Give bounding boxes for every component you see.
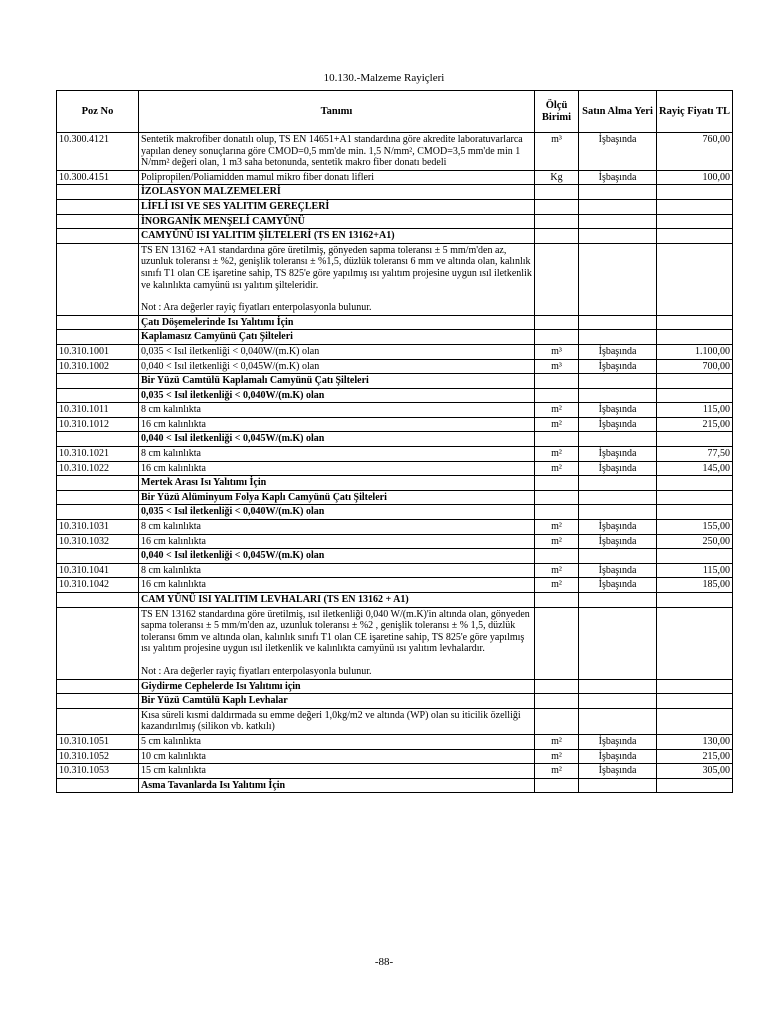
cell-poz: 10.310.1032	[57, 534, 139, 549]
table-row	[57, 749, 733, 764]
description-text: İNORGANİK MENŞELİ CAMYÜNÜ	[141, 215, 305, 227]
cell-place	[579, 388, 657, 403]
description-text: 16 cm kalınlıkta	[141, 462, 206, 474]
cell-price: 115,00	[657, 563, 733, 578]
description-text: Kısa süreli kısmi daldırmada su emme değeri 1,0kg/m2 ve altında (WP) olan su iticilik özelliği kazandırılmış (silikon vb. katkılı)	[141, 709, 521, 733]
cell-price	[657, 778, 733, 793]
cell-unit: m³	[535, 359, 579, 374]
cell-place	[579, 778, 657, 793]
cell-desc	[139, 330, 535, 345]
cell-price	[657, 374, 733, 389]
description-text: 8 cm kalınlıkta	[141, 448, 201, 460]
cell-price: 215,00	[657, 417, 733, 432]
section-heading-row	[57, 199, 733, 214]
cell-desc	[139, 199, 535, 214]
cell-desc	[139, 432, 535, 447]
cell-poz	[57, 679, 139, 694]
cell-unit	[535, 679, 579, 694]
table-body	[57, 133, 733, 793]
cell-desc	[139, 461, 535, 476]
cell-poz: 10.310.1041	[57, 563, 139, 578]
cell-desc	[139, 749, 535, 764]
description-text: İZOLASYON MALZEMELERİ	[141, 186, 281, 198]
cell-unit	[535, 607, 579, 679]
cell-place	[579, 708, 657, 734]
cell-unit: m²	[535, 578, 579, 593]
description-text: TS EN 13162 +A1 standardına göre üretilmiş, gönyeden sapma toleransı ± 5 mm/m'den az, uzunluk toleransı ± %2, genişlik toleransı ± %1,5, düzlük toleransı 6 mm ve altında olan, kalınlık sınıfı T1 olan CE işaretine sahip, TS 825'e göre yapılmış ısı yalıtım projesine uygun ısıl iletkenlik ve kalınlıkta camyünü ısı yalıtım şilteleridir.	[141, 244, 532, 291]
cell-desc	[139, 578, 535, 593]
cell-price	[657, 476, 733, 491]
cell-place	[579, 549, 657, 564]
cell-poz	[57, 708, 139, 734]
cell-price	[657, 185, 733, 200]
section-heading-row	[57, 476, 733, 491]
cell-place	[579, 374, 657, 389]
cell-desc	[139, 403, 535, 418]
cell-price	[657, 607, 733, 679]
cell-price: 760,00	[657, 133, 733, 171]
description-text: 0,040 < Isıl iletkenliği < 0,045W/(m.K) olan	[141, 550, 325, 562]
header-place: Satın Alma Yeri	[579, 91, 657, 133]
cell-unit: m²	[535, 734, 579, 749]
table-row	[57, 520, 733, 535]
cell-price	[657, 679, 733, 694]
cell-poz	[57, 607, 139, 679]
header-poz: Poz No	[57, 91, 139, 133]
note-row	[57, 607, 733, 679]
cell-unit	[535, 374, 579, 389]
table-row	[57, 133, 733, 171]
cell-unit	[535, 549, 579, 564]
cell-place: İşbaşında	[579, 359, 657, 374]
note-row	[57, 708, 733, 734]
cell-price: 305,00	[657, 764, 733, 779]
cell-place: İşbaşında	[579, 344, 657, 359]
cell-unit	[535, 330, 579, 345]
cell-price: 185,00	[657, 578, 733, 593]
cell-price: 115,00	[657, 403, 733, 418]
cell-desc	[139, 563, 535, 578]
cell-price: 1.100,00	[657, 344, 733, 359]
description-text: 10 cm kalınlıkta	[141, 750, 206, 762]
cell-unit	[535, 490, 579, 505]
note-text: Not : Ara değerler rayiç fiyatları enterpolasyonla bulunur.	[141, 302, 372, 314]
cell-place: İşbaşında	[579, 764, 657, 779]
description-text: CAM YÜNÜ ISI YALITIM LEVHALARI (TS EN 13162 + A1)	[141, 594, 409, 605]
cell-poz	[57, 199, 139, 214]
cell-place: İşbaşında	[579, 461, 657, 476]
header-unit: Ölçü Birimi	[535, 91, 579, 133]
cell-unit	[535, 185, 579, 200]
cell-price: 155,00	[657, 520, 733, 535]
section-heading-row	[57, 505, 733, 520]
page-title: 10.130.-Malzeme Rayiçleri	[323, 72, 445, 84]
cell-poz	[57, 778, 139, 793]
cell-price	[657, 199, 733, 214]
cell-unit	[535, 388, 579, 403]
cell-poz	[57, 315, 139, 330]
cell-price	[657, 490, 733, 505]
cell-poz	[57, 243, 139, 315]
table-row	[57, 578, 733, 593]
cell-place	[579, 694, 657, 709]
table-row	[57, 764, 733, 779]
cell-place	[579, 330, 657, 345]
cell-unit: m³	[535, 344, 579, 359]
cell-poz: 10.310.1022	[57, 461, 139, 476]
cell-desc	[139, 694, 535, 709]
cell-place	[579, 229, 657, 244]
cell-place: İşbaşında	[579, 563, 657, 578]
cell-price	[657, 315, 733, 330]
cell-place: İşbaşında	[579, 447, 657, 462]
cell-unit: m²	[535, 563, 579, 578]
description-text: TS EN 13162 standardına göre üretilmiş, ısıl iletkenliği 0,040 W/(m.K)'in altında olan, gönyeden sapma toleransı ± 5 mm/m'den az, uzunluk toleransı ± %2 , genişlik toleransı ± % 1,5, düzlük toleransı 6mm ve altında olan, kalınlık sınıfı T1 olan CE işaretine sahip, TS 825'e göre yapılmış ısı yalıtım projesine uygun ısıl iletkenlik ve kalınlıkta camyünü ısı yalıtım levhalardır.	[141, 608, 530, 655]
cell-desc	[139, 734, 535, 749]
cell-unit: m²	[535, 534, 579, 549]
cell-desc	[139, 315, 535, 330]
description-text: Giydirme Cephelerde Isı Yalıtımı için	[141, 680, 301, 692]
cell-unit	[535, 243, 579, 315]
cell-poz: 10.310.1001	[57, 344, 139, 359]
cell-price	[657, 549, 733, 564]
cell-desc	[139, 359, 535, 374]
cell-price: 250,00	[657, 534, 733, 549]
cell-desc	[139, 388, 535, 403]
cell-price	[657, 505, 733, 520]
description-text: Bir Yüzü Camtülü Kaplamalı Camyünü Çatı Şilteleri	[141, 375, 369, 387]
section-heading-row	[57, 185, 733, 200]
cell-unit	[535, 199, 579, 214]
table-row	[57, 344, 733, 359]
price-table	[56, 90, 733, 793]
cell-price: 77,50	[657, 447, 733, 462]
cell-price	[657, 432, 733, 447]
description-text: Polipropilen/Poliamidden mamul mikro fiber donatı lifleri	[141, 171, 375, 183]
cell-desc	[139, 344, 535, 359]
table-row	[57, 734, 733, 749]
cell-desc	[139, 243, 535, 315]
cell-unit	[535, 778, 579, 793]
cell-place	[579, 185, 657, 200]
description-text: 16 cm kalınlıkta	[141, 535, 206, 547]
cell-poz: 10.310.1012	[57, 417, 139, 432]
section-heading-row	[57, 490, 733, 505]
cell-desc	[139, 534, 535, 549]
cell-poz	[57, 388, 139, 403]
cell-desc	[139, 229, 535, 244]
section-heading-row	[57, 229, 733, 244]
cell-poz	[57, 229, 139, 244]
section-heading-row	[57, 214, 733, 229]
section-heading-row	[57, 432, 733, 447]
table-row	[57, 403, 733, 418]
cell-unit	[535, 694, 579, 709]
cell-price	[657, 694, 733, 709]
cell-place: İşbaşında	[579, 578, 657, 593]
cell-poz	[57, 330, 139, 345]
cell-poz: 10.310.1002	[57, 359, 139, 374]
cell-poz	[57, 549, 139, 564]
description-text: 8 cm kalınlıkta	[141, 404, 201, 416]
cell-place	[579, 214, 657, 229]
cell-desc	[139, 708, 535, 734]
cell-desc	[139, 447, 535, 462]
cell-poz	[57, 490, 139, 505]
table-row	[57, 447, 733, 462]
cell-price: 215,00	[657, 749, 733, 764]
cell-place	[579, 679, 657, 694]
cell-place: İşbaşında	[579, 520, 657, 535]
cell-poz	[57, 432, 139, 447]
description-text: 15 cm kalınlıkta	[141, 765, 206, 777]
description-text: Kaplamasız Camyünü Çatı Şilteleri	[141, 331, 293, 343]
description-text: Bir Yüzü Camtülü Kaplı Levhalar	[141, 695, 288, 707]
description-text: Asma Tavanlarda Isı Yalıtımı İçin	[141, 779, 286, 791]
page-number: -88-	[374, 956, 394, 968]
cell-place: İşbaşında	[579, 170, 657, 185]
description-text: 0,035 < Isıl iletkenliği < 0,040W/(m.K) olan	[141, 345, 320, 357]
cell-poz: 10.310.1021	[57, 447, 139, 462]
cell-desc	[139, 417, 535, 432]
cell-poz: 10.310.1042	[57, 578, 139, 593]
cell-desc	[139, 374, 535, 389]
cell-unit	[535, 476, 579, 491]
cell-poz: 10.310.1052	[57, 749, 139, 764]
cell-poz: 10.310.1051	[57, 734, 139, 749]
description-text: CAMYÜNÜ ISI YALITIM ŞİLTELERİ (TS EN 13162+A1)	[141, 230, 395, 242]
section-heading-row	[57, 778, 733, 793]
cell-unit: m²	[535, 461, 579, 476]
cell-price: 145,00	[657, 461, 733, 476]
cell-desc	[139, 679, 535, 694]
description-text: Bir Yüzü Alüminyum Folya Kaplı Camyünü Çatı Şilteleri	[141, 491, 387, 503]
cell-price: 130,00	[657, 734, 733, 749]
cell-poz	[57, 214, 139, 229]
description-text: 0,040 < Isıl iletkenliği < 0,045W/(m.K) olan	[141, 360, 320, 372]
cell-unit: m²	[535, 520, 579, 535]
cell-desc	[139, 133, 535, 171]
description-text: Mertek Arası Isı Yalıtımı İçin	[141, 477, 267, 489]
cell-place: İşbaşında	[579, 749, 657, 764]
cell-place	[579, 432, 657, 447]
cell-place	[579, 607, 657, 679]
cell-desc	[139, 185, 535, 200]
cell-poz: 10.300.4121	[57, 133, 139, 171]
cell-unit: m²	[535, 447, 579, 462]
cell-unit: m²	[535, 417, 579, 432]
cell-price	[657, 330, 733, 345]
cell-unit	[535, 214, 579, 229]
cell-price	[657, 214, 733, 229]
cell-desc	[139, 505, 535, 520]
cell-price	[657, 708, 733, 734]
description-text: 0,035 < Isıl iletkenliği < 0,040W/(m.K) olan	[141, 389, 325, 401]
section-heading-row	[57, 330, 733, 345]
cell-place: İşbaşında	[579, 734, 657, 749]
description-text: 8 cm kalınlıkta	[141, 564, 201, 576]
table-row	[57, 461, 733, 476]
table-row	[57, 417, 733, 432]
section-heading-row	[57, 374, 733, 389]
cell-place: İşbaşında	[579, 417, 657, 432]
section-heading-row	[57, 315, 733, 330]
cell-price	[657, 593, 733, 608]
cell-poz: 10.300.4151	[57, 170, 139, 185]
description-text: 0,035 < Isıl iletkenliği < 0,040W/(m.K) olan	[141, 506, 325, 518]
cell-place	[579, 315, 657, 330]
cell-desc	[139, 214, 535, 229]
description-text: Çatı Döşemelerinde Isı Yalıtımı İçin	[141, 316, 294, 328]
table-row	[57, 534, 733, 549]
table-row	[57, 563, 733, 578]
cell-price	[657, 388, 733, 403]
cell-unit	[535, 229, 579, 244]
section-heading-row	[57, 388, 733, 403]
cell-poz	[57, 505, 139, 520]
table-row	[57, 359, 733, 374]
cell-place: İşbaşında	[579, 534, 657, 549]
table-row	[57, 170, 733, 185]
section-heading-row	[57, 679, 733, 694]
cell-unit	[535, 505, 579, 520]
cell-unit	[535, 593, 579, 608]
cell-desc	[139, 490, 535, 505]
note-text: Not : Ara değerler rayiç fiyatları enterpolasyonla bulunur.	[141, 665, 372, 677]
description-text: 0,040 < Isıl iletkenliği < 0,045W/(m.K) olan	[141, 433, 325, 445]
description-text: 16 cm kalınlıkta	[141, 418, 206, 430]
cell-place	[579, 476, 657, 491]
cell-desc	[139, 520, 535, 535]
description-text: Sentetik makrofiber donatılı olup, TS EN 14651+A1 standardına göre akredite laboratuvarlarca yapılan deney sonuçlarına göre CMOD=0,5 mm'de min. 1,5 N/mm², CMOD=3,5 mm'de min 1 N/mm² değeri olan, 1 m3 saha betonunda, sentetik makro fiber donatı bedeli	[141, 134, 523, 169]
cell-desc	[139, 549, 535, 564]
description-text: 16 cm kalınlıkta	[141, 579, 206, 591]
cell-unit	[535, 708, 579, 734]
cell-poz: 10.310.1031	[57, 520, 139, 535]
description-text: LİFLİ ISI VE SES YALITIM GEREÇLERİ	[141, 200, 330, 212]
cell-poz: 10.310.1011	[57, 403, 139, 418]
cell-unit: m²	[535, 403, 579, 418]
table-header-row	[57, 91, 733, 133]
description-text: 5 cm kalınlıkta	[141, 735, 201, 747]
cell-poz	[57, 593, 139, 608]
cell-price: 100,00	[657, 170, 733, 185]
cell-place	[579, 505, 657, 520]
cell-unit: m²	[535, 749, 579, 764]
section-heading-row	[57, 694, 733, 709]
cell-price: 700,00	[657, 359, 733, 374]
header-desc: Tanımı	[139, 91, 535, 133]
section-heading-row	[57, 549, 733, 564]
cell-unit: Kg	[535, 170, 579, 185]
cell-price	[657, 243, 733, 315]
cell-desc	[139, 764, 535, 779]
cell-desc	[139, 607, 535, 679]
cell-desc	[139, 170, 535, 185]
cell-unit	[535, 432, 579, 447]
description-text: 8 cm kalınlıkta	[141, 521, 201, 533]
cell-price	[657, 229, 733, 244]
cell-unit: m²	[535, 764, 579, 779]
cell-place: İşbaşında	[579, 133, 657, 171]
cell-desc	[139, 476, 535, 491]
section-heading-row	[57, 593, 733, 608]
cell-place	[579, 243, 657, 315]
header-price: Rayiç Fiyatı TL	[657, 91, 733, 133]
cell-unit: m³	[535, 133, 579, 171]
cell-desc	[139, 778, 535, 793]
note-row	[57, 243, 733, 315]
cell-poz	[57, 374, 139, 389]
cell-place: İşbaşında	[579, 403, 657, 418]
cell-poz	[57, 694, 139, 709]
cell-poz	[57, 476, 139, 491]
cell-unit	[535, 315, 579, 330]
cell-place	[579, 490, 657, 505]
cell-poz	[57, 185, 139, 200]
cell-desc	[139, 593, 535, 608]
cell-poz: 10.310.1053	[57, 764, 139, 779]
cell-place	[579, 593, 657, 608]
cell-place	[579, 199, 657, 214]
